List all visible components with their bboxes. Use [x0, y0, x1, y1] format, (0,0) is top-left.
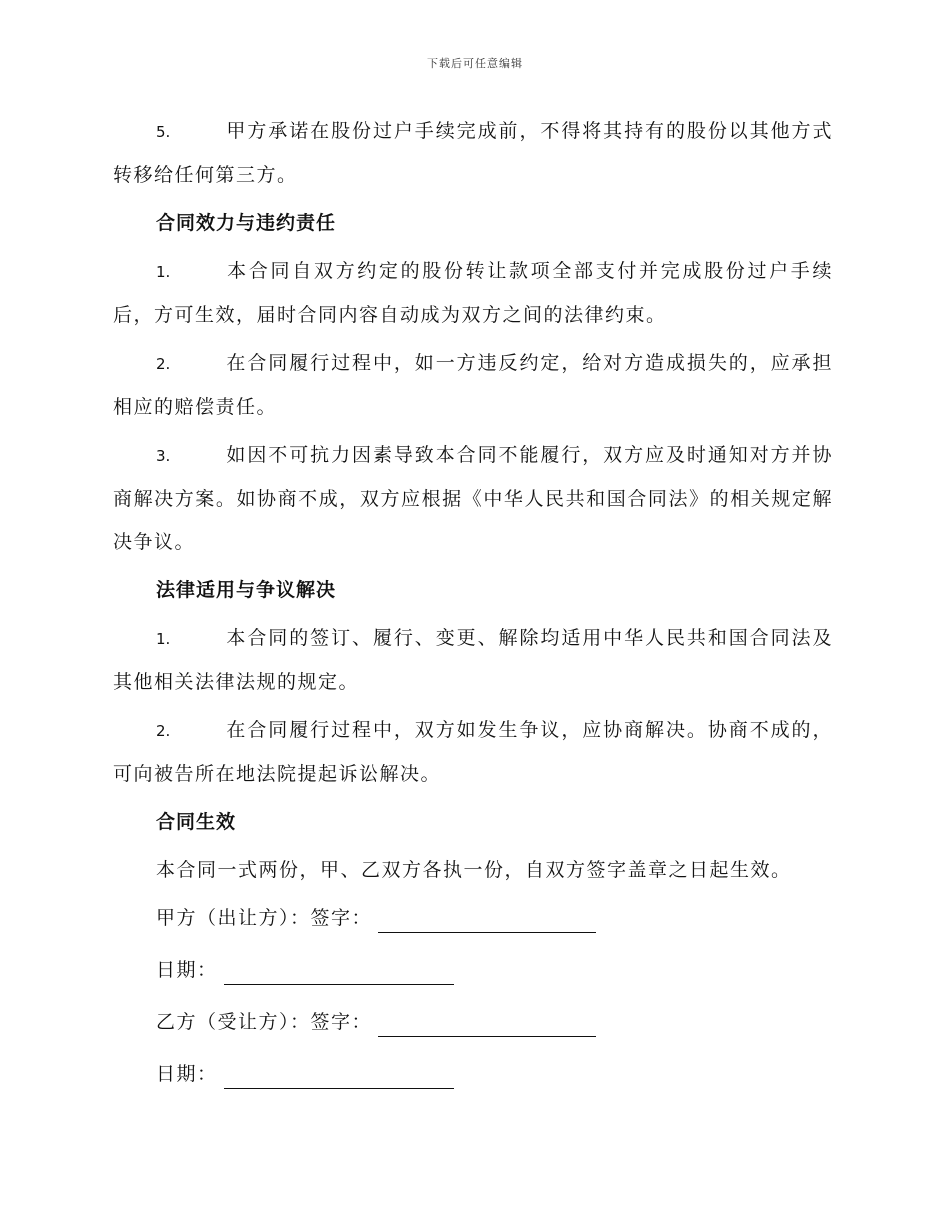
date-label: 日期： [156, 1063, 218, 1085]
item-number: 5. [156, 123, 171, 141]
item-text: 在合同履行过程中，如一方违反约定，给对方造成损失的，应承担相应的赔偿责任。 [113, 352, 833, 418]
item-text: 在合同履行过程中，双方如发生争议，应协商解决。协商不成的，可向被告所在地法院提起诉讼解决。 [113, 719, 833, 785]
law-item-2 [113, 709, 833, 796]
item-text: 本合同的签订、履行、变更、解除均适用中华人民共和国合同法及其他相关法律法规的规定。 [113, 627, 833, 693]
party-b-date-row [113, 1053, 833, 1096]
party-a-signature-row [113, 897, 833, 940]
party-b-signature-row [113, 1001, 833, 1044]
date-label: 日期： [156, 959, 218, 981]
effect-text: 本合同一式两份，甲、乙双方各执一份，自双方签字盖章之日起生效。 [156, 859, 792, 881]
effect-heading: 合同生效 [156, 811, 237, 833]
law-item-1 [113, 617, 833, 704]
party-b-date-line[interactable] [224, 1062, 454, 1089]
item-number: 2. [156, 722, 171, 740]
validity-item-2 [113, 342, 833, 429]
party-a-date-line[interactable] [224, 958, 454, 985]
party-a-date-row [113, 949, 833, 992]
item-number: 1. [156, 263, 171, 281]
party-a-signature-line[interactable] [378, 906, 596, 933]
item-number: 3. [156, 447, 171, 465]
item-number: 2. [156, 355, 171, 373]
law-heading: 法律适用与争议解决 [156, 579, 337, 601]
validity-item-1 [113, 250, 833, 337]
party-b-label: 乙方（受让方）： [156, 1011, 311, 1033]
header-note: 下载后可任意编辑 [427, 57, 523, 70]
document-body [113, 110, 833, 1105]
item-text: 如因不可抗力因素导致本合同不能履行，双方应及时通知对方并协商解决方案。如协商不成，双方应根据《中华人民共和国合同法》的相关规定解决争议。 [113, 444, 833, 553]
party-b-signature-line[interactable] [378, 1010, 596, 1037]
validity-heading: 合同效力与违约责任 [156, 212, 337, 234]
item-number: 1. [156, 630, 171, 648]
party-b-sign-label: 签字： [310, 1011, 373, 1033]
item-text: 本合同自双方约定的股份转让款项全部支付并完成股份过户手续后，方可生效，届时合同内容自动成为双方之间的法律约束。 [113, 260, 833, 326]
item-text: 甲方承诺在股份过户手续完成前，不得将其持有的股份以其他方式转移给任何第三方。 [113, 120, 833, 186]
validity-item-3 [113, 434, 833, 564]
transfer-item-5 [113, 110, 833, 197]
party-a-sign-label: 签字： [310, 907, 373, 929]
party-a-label: 甲方（出让方）： [156, 907, 311, 929]
